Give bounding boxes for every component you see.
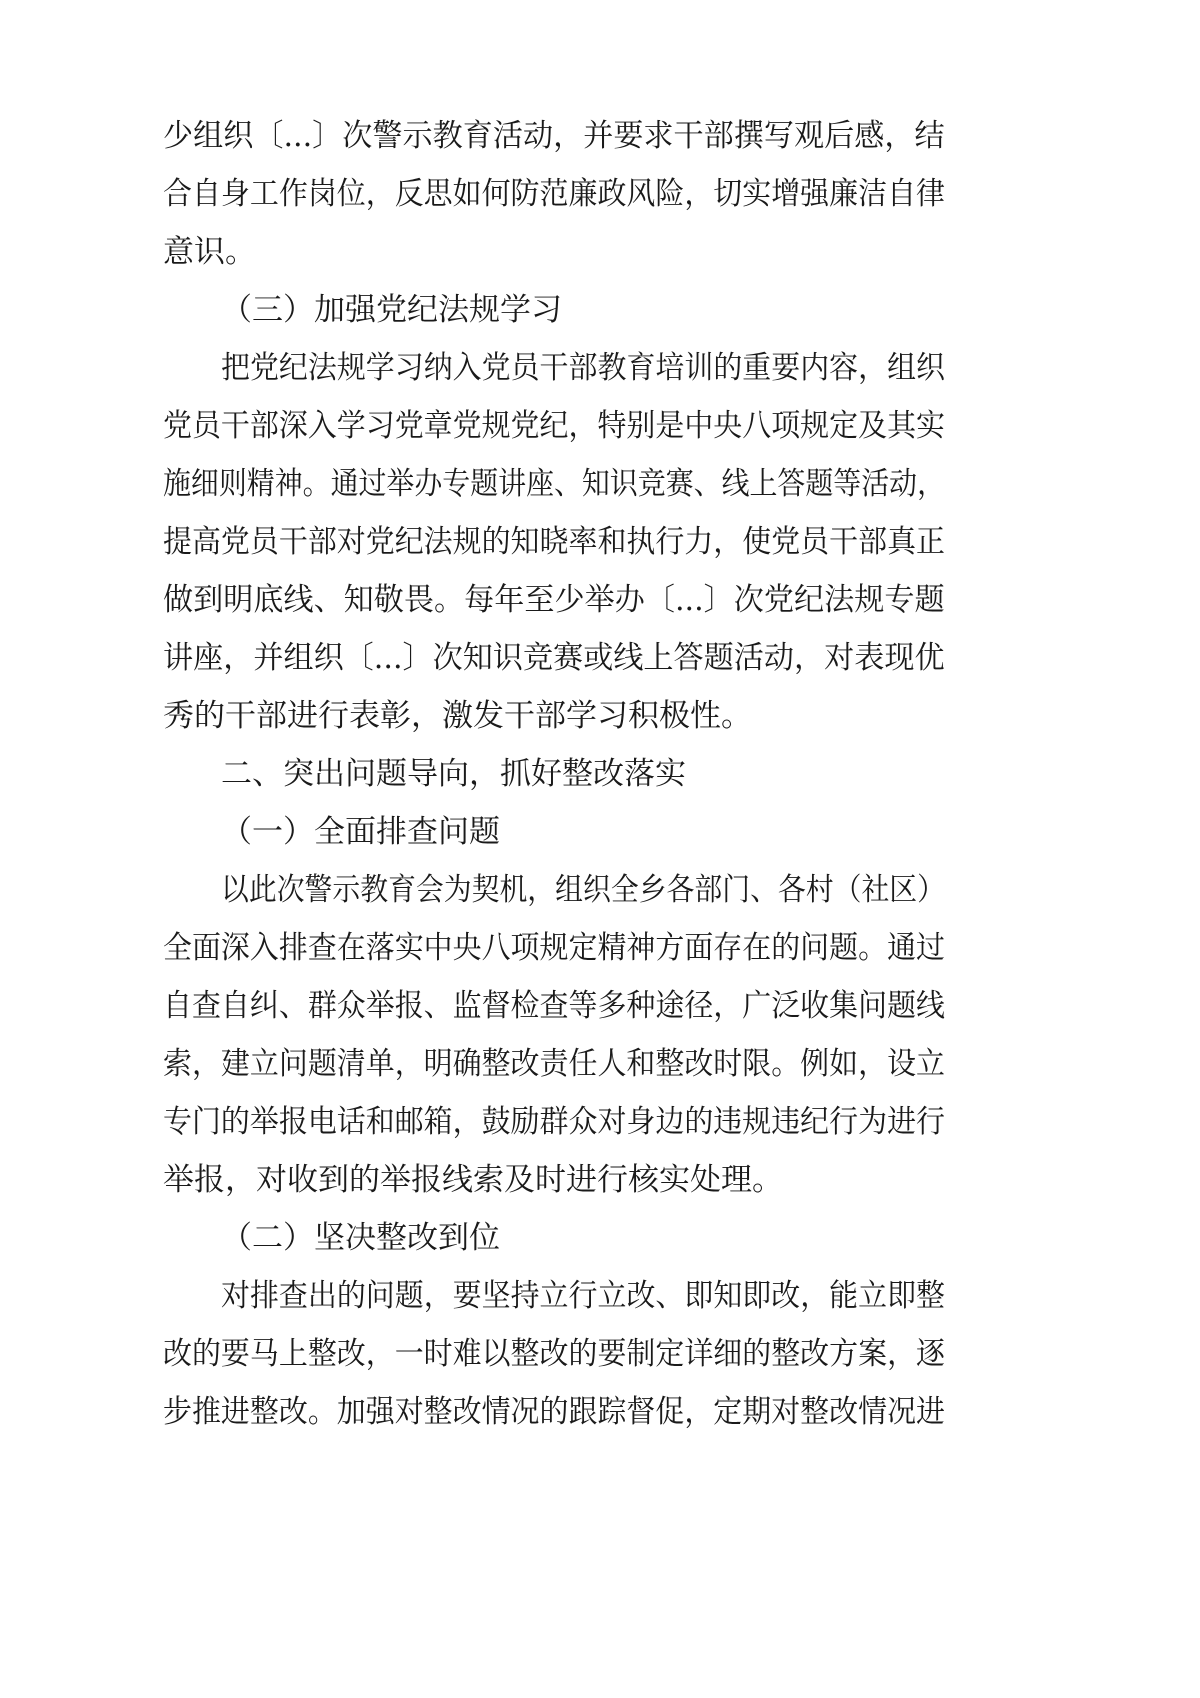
body-text-line: 以此次警示教育会为契机，组织全乡各部门、各村（社区） bbox=[221, 872, 945, 908]
body-text-line: 少组织〔...〕次警示教育活动，并要求干部撰写观后感，结 bbox=[163, 118, 945, 154]
body-text-line: 秀的干部进行表彰，激发干部学习积极性。 bbox=[163, 698, 752, 734]
body-text-line: 讲座，并组织〔...〕次知识竞赛或线上答题活动，对表现优 bbox=[163, 640, 945, 676]
body-text-line: 自查自纠、群众举报、监督检查等多种途径，广泛收集问题线 bbox=[163, 988, 945, 1024]
body-text-line: 施细则精神。通过举办专题讲座、知识竞赛、线上答题等活动， bbox=[163, 466, 945, 502]
body-text-line: 举报，对收到的举报线索及时进行核实处理。 bbox=[163, 1162, 783, 1198]
body-text-line: 专门的举报电话和邮箱，鼓励群众对身边的违规违纪行为进行 bbox=[163, 1104, 945, 1140]
body-text-line: 提高党员干部对党纪法规的知晓率和执行力，使党员干部真正 bbox=[163, 524, 945, 560]
body-text-line: 党员干部深入学习党章党规党纪，特别是中央八项规定及其实 bbox=[163, 408, 945, 444]
body-text-line: 合自身工作岗位，反思如何防范廉政风险，切实增强廉洁自律 bbox=[163, 176, 945, 212]
body-text-line: 索，建立问题清单，明确整改责任人和整改时限。例如，设立 bbox=[163, 1046, 945, 1082]
body-text-line: 做到明底线、知敬畏。每年至少举办〔...〕次党纪法规专题 bbox=[163, 582, 945, 618]
body-text-line: 把党纪法规学习纳入党员干部教育培训的重要内容，组织 bbox=[221, 350, 945, 386]
section-heading: （一）全面排查问题 bbox=[221, 814, 500, 850]
body-text-line: 对排查出的问题，要坚持立行立改、即知即改，能立即整 bbox=[221, 1278, 945, 1314]
body-text-line: 意识。 bbox=[163, 234, 256, 270]
section-heading: （三）加强党纪法规学习 bbox=[221, 292, 562, 328]
chapter-heading: 二、突出问题导向，抓好整改落实 bbox=[221, 756, 686, 792]
body-text-line: 改的要马上整改，一时难以整改的要制定详细的整改方案，逐 bbox=[163, 1336, 945, 1372]
body-text-line: 全面深入排查在落实中央八项规定精神方面存在的问题。通过 bbox=[163, 930, 945, 966]
body-text-line: 步推进整改。加强对整改情况的跟踪督促，定期对整改情况进 bbox=[163, 1394, 945, 1430]
section-heading: （二）坚决整改到位 bbox=[221, 1220, 500, 1256]
